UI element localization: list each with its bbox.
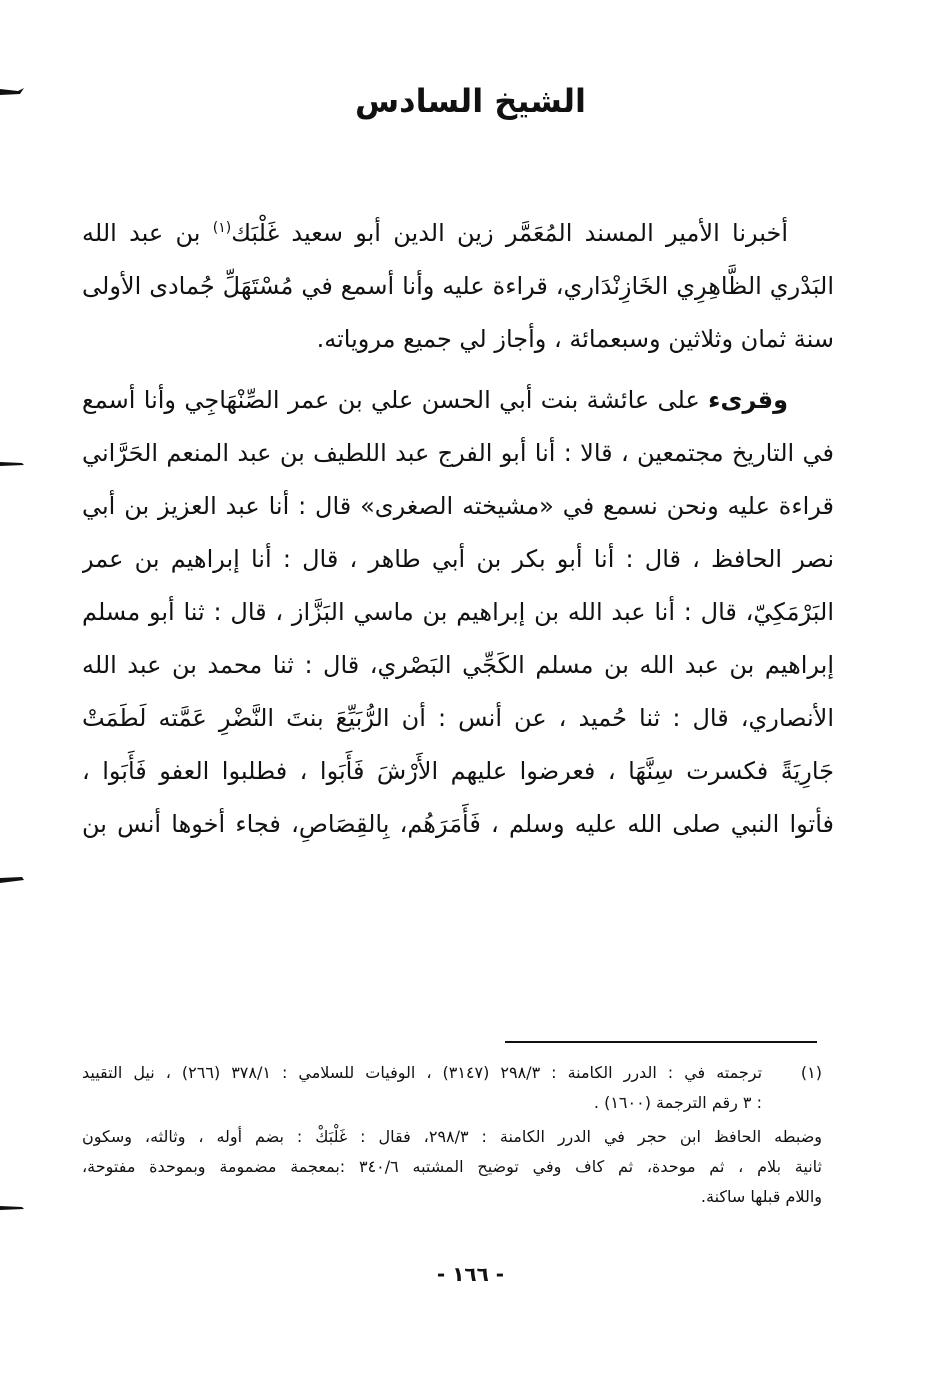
text-fragment: على عائشة بنت أبي الحسن علي بن عمر الصِّنْهَاجِي وأنا أسمع [82, 386, 709, 414]
text-line: قراءة عليه ونحن نسمع في «مشيخته الصغرى» قال : أنا عبد العزيز بن أبي [82, 492, 834, 520]
text-fragment: بن عبد الله [82, 219, 213, 247]
text-line: فأتوا النبي صلى الله عليه وسلم ، فَأَمَرَهُم، بِالقِصَاصِ، فجاء أخوها أنس بن [82, 810, 834, 838]
footnote-continuation [82, 1122, 822, 1212]
text-line: البَرْمَكِيّ، قال : أنا عبد الله بن إبراهيم بن ماسي البَزَّاز ، قال : ثنا أبو مسلم [82, 598, 834, 626]
paragraph-2 [82, 374, 834, 851]
footnotes [82, 1058, 822, 1212]
footnote-reference: (١) [212, 220, 232, 236]
footnote-number: (١) [800, 1063, 822, 1082]
text-line [82, 207, 834, 260]
paragraph-1 [82, 207, 834, 366]
footnote-line: واللام قبلها ساكنة. [700, 1187, 822, 1206]
footnote-line: : ٣ رقم الترجمة (١٦٠٠) . [593, 1093, 762, 1112]
footnote-1 [82, 1058, 822, 1118]
text-line: نصر الحافظ ، قال : أنا أبو بكر بن أبي طاهر ، قال : أنا إبراهيم بن عمر [82, 545, 834, 573]
text-fragment: أخبرنا الأمير المسند المُعَمَّر زين الدين أبو سعيد غَلْبَك [231, 219, 788, 247]
footnote-line: ترجمته في : الدرر الكامنة : ٢٩٨/٣ (٣١٤٧) ، الوفيات للسلامي : ٣٧٨/١ (٢٦٦) ، نيل التقييد [82, 1063, 762, 1082]
main-text [82, 207, 834, 851]
binding-mark [0, 874, 24, 886]
text-line: جَارِيَةً فكسرت سِنَّهَا ، فعرضوا عليهم الأَرْشَ فَأَبَوا ، فطلبوا العفو فَأَبَوا ، [82, 757, 834, 785]
binding-mark [0, 1202, 24, 1214]
text-line: في التاريخ مجتمعين ، قالا : أنا أبو الفرج عبد اللطيف بن عبد المنعم الحَرَّاني [82, 439, 834, 467]
binding-mark [0, 458, 24, 470]
text-line [82, 374, 834, 427]
footnote-separator [505, 1041, 817, 1043]
footnote-line: وضبطه الحافظ ابن حجر في الدرر الكامنة : ٢٩٨/٣، فقال : غَلْبَكْ : بضم أوله ، وثالثه، وسكون [82, 1127, 822, 1146]
footnote-1-text [82, 1058, 762, 1118]
text-line: سنة ثمان وثلاثين وسبعمائة ، وأجاز لي جميع مروياته. [316, 325, 834, 353]
text-line: الأنصاري، قال : ثنا حُميد ، عن أنس : أن الرُّبَيِّعَ بنتَ النَّضْرِ عَمَّته لَطَمَتْ [82, 704, 834, 732]
text-line: إبراهيم بن عبد الله بن مسلم الكَجِّي البَصْري، قال : ثنا محمد بن عبد الله [82, 651, 834, 679]
text-line: البَدْري الظَّاهِرِي الخَازِنْدَاري، قراءة عليه وأنا أسمع في مُسْتَهَلِّ جُمادى الأولى [82, 272, 834, 300]
lead-word: وقرىء [708, 386, 788, 414]
page-number: - ١٦٦ - [436, 1262, 505, 1286]
chapter-heading: الشيخ السادس [355, 82, 586, 120]
footnote-line: ثانية بلام ، ثم موحدة، ثم كاف وفي توضيح المشتبه ٣٤٠/٦ :بمعجمة مضمومة وبموحدة مفتوحة، [82, 1157, 822, 1176]
